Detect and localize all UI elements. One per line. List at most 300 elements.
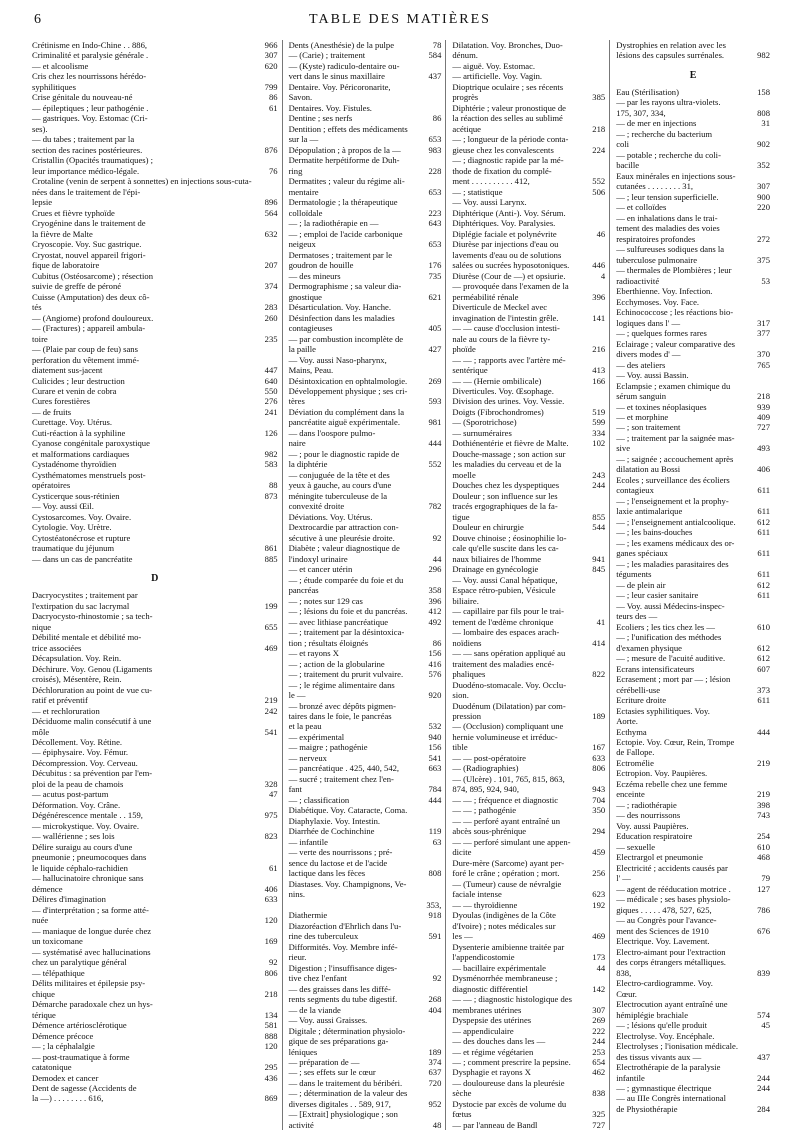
entry-text: Dyspepsie des utérines bbox=[452, 1015, 532, 1026]
entry-text: léniques bbox=[288, 1046, 318, 1057]
index-entry bbox=[616, 307, 770, 317]
entry-page: 374 bbox=[428, 1056, 442, 1067]
entry-text: vert dans le sinus maxillaire bbox=[288, 71, 385, 82]
entry-page: 176 bbox=[428, 260, 442, 271]
entry-text: — agent de rééducation motrice . bbox=[616, 883, 731, 894]
entry-page: 158 bbox=[757, 86, 770, 97]
index-entry bbox=[32, 155, 278, 165]
index-entry bbox=[32, 543, 278, 553]
entry-page: 823 bbox=[264, 831, 278, 842]
index-entry bbox=[289, 334, 442, 344]
entry-text: rents segments du tube digestif. bbox=[288, 994, 398, 1005]
index-entry bbox=[452, 1120, 605, 1130]
entry-page: 873 bbox=[264, 490, 278, 501]
index-entry bbox=[452, 659, 605, 669]
entry-page: 134 bbox=[264, 1009, 278, 1020]
entry-page: 676 bbox=[757, 925, 770, 936]
entry-text: l'indoxyl urinaire bbox=[288, 553, 348, 564]
index-entry bbox=[289, 711, 442, 721]
entry-page: 920 bbox=[428, 690, 442, 701]
entry-text: Crotaline (venin de serpent à sonnettes) en injections sous-cuta- bbox=[32, 176, 252, 187]
entry-text: la réaction des selles au sublimé bbox=[452, 113, 563, 124]
entry-text: — potable ; recherche du coli- bbox=[616, 149, 721, 160]
entry-text: — ; ses effets sur le cœur bbox=[288, 1067, 376, 1078]
index-entry bbox=[616, 674, 770, 684]
entry-text: téguments bbox=[616, 569, 652, 580]
index-entry bbox=[32, 747, 278, 757]
entry-page: 44 bbox=[432, 553, 442, 564]
entry-text: — ; détermination de la valeur des bbox=[288, 1088, 408, 1099]
entry-text: invagination de l'intestin grêle. bbox=[452, 312, 559, 323]
entry-text: — dans le traitement du béribéri. bbox=[288, 1077, 403, 1088]
index-entry bbox=[616, 685, 770, 695]
entry-text: Electrolyses ; l'ionisation médicale. bbox=[616, 1041, 739, 1052]
entry-text: — épileptiques ; leur pathogénie . bbox=[32, 102, 149, 113]
index-entry bbox=[289, 564, 442, 574]
index-entry bbox=[616, 139, 770, 149]
entry-text: — ; traitement par la saignée mas- bbox=[616, 432, 735, 443]
index-entry bbox=[616, 360, 770, 370]
entry-page: 218 bbox=[757, 391, 770, 402]
index-entry bbox=[616, 1010, 770, 1020]
index-entry bbox=[616, 905, 770, 915]
entry-text: Eaux minérales en injections sous- bbox=[616, 170, 736, 181]
index-entry bbox=[289, 1026, 442, 1036]
index-entry bbox=[289, 417, 442, 427]
entry-page: 888 bbox=[264, 1030, 278, 1041]
index-entry bbox=[616, 213, 770, 223]
index-column bbox=[452, 40, 610, 1130]
entry-page: 169 bbox=[264, 936, 278, 947]
entry-page: 620 bbox=[264, 60, 278, 71]
entry-text: méningite tuberculeuse de la bbox=[288, 490, 388, 501]
index-entry bbox=[452, 365, 605, 375]
entry-text: Diazoréaction d'Ehrlich dans l'u- bbox=[288, 920, 402, 931]
index-entry bbox=[289, 438, 442, 448]
index-entry bbox=[616, 842, 770, 852]
entry-text: mentaire bbox=[288, 186, 319, 197]
entry-text: syphilitiques bbox=[32, 81, 76, 92]
index-entry bbox=[452, 533, 605, 543]
index-entry bbox=[616, 87, 770, 97]
entry-text: Crise génitale du nouveau-né bbox=[32, 92, 133, 103]
entry-text: trice associées bbox=[32, 642, 82, 653]
index-entry bbox=[616, 758, 770, 768]
entry-page: 633 bbox=[264, 894, 278, 905]
index-entry bbox=[32, 842, 278, 852]
index-entry bbox=[616, 789, 770, 799]
entry-text: — — (Hernie ombilicale) bbox=[452, 375, 542, 386]
index-entry bbox=[289, 606, 442, 616]
entry-text: — de plein air bbox=[616, 579, 666, 590]
entry-text: 838, bbox=[616, 967, 632, 978]
entry-text: — ; son traitement bbox=[616, 422, 681, 433]
index-entry bbox=[32, 522, 278, 532]
index-entry bbox=[32, 727, 278, 737]
index-entry bbox=[452, 1078, 605, 1088]
entry-text: — — thyroïdienne bbox=[452, 899, 518, 910]
entry-page: 156 bbox=[428, 648, 442, 659]
entry-page: 493 bbox=[757, 443, 770, 454]
index-entry bbox=[32, 789, 278, 799]
entry-text: nuée bbox=[32, 915, 49, 926]
entry-page: 653 bbox=[428, 186, 442, 197]
entry-text: des tissus vivants aux — bbox=[616, 1051, 702, 1062]
entry-text: — ; leur casier sanitaire bbox=[616, 590, 699, 601]
index-entry bbox=[616, 244, 770, 254]
index-entry bbox=[289, 396, 442, 406]
entry-page: 404 bbox=[428, 1004, 442, 1015]
index-entry bbox=[452, 1109, 605, 1119]
index-entry bbox=[289, 145, 442, 155]
index-entry bbox=[289, 889, 442, 899]
entry-page: 119 bbox=[428, 826, 442, 837]
entry-page: 806 bbox=[264, 967, 278, 978]
index-entry bbox=[32, 685, 278, 695]
entry-page: 952 bbox=[428, 1098, 442, 1109]
entry-text: perforation du vêtement immé- bbox=[32, 354, 140, 365]
entry-page: 216 bbox=[592, 344, 606, 355]
entry-page: 607 bbox=[757, 663, 770, 674]
entry-text: Cristallin (Opacités traumatiques) ; bbox=[32, 155, 153, 166]
entry-text: foré le crâne ; opération ; mort. bbox=[452, 868, 560, 879]
entry-page: 552 bbox=[428, 459, 442, 470]
entry-text: Décubitus : sa prévention par l'em- bbox=[32, 768, 153, 779]
entry-text: Digestion ; l'insuffisance diges- bbox=[288, 962, 398, 973]
entry-text: rine des tuberculeux bbox=[288, 931, 359, 942]
entry-text: cutanées . . . . . . . . 31, bbox=[616, 181, 694, 192]
index-entry bbox=[289, 208, 442, 218]
entry-text: Echinococcose ; les réactions bio- bbox=[616, 307, 734, 318]
entry-page: 576 bbox=[428, 669, 442, 680]
entry-text: Dermographisme ; sa valeur dia- bbox=[288, 281, 402, 292]
index-entry bbox=[616, 433, 770, 443]
entry-text: — ; la radiothérapie en — bbox=[288, 218, 379, 229]
index-entry bbox=[616, 265, 770, 275]
entry-page: 406 bbox=[264, 883, 278, 894]
entry-text: pancréatite aiguë expérimentale. bbox=[288, 417, 400, 428]
entry-page: 532 bbox=[428, 721, 442, 732]
entry-page: 358 bbox=[428, 585, 442, 596]
entry-page: 244 bbox=[757, 1082, 770, 1093]
index-entry bbox=[452, 218, 605, 228]
index-entry bbox=[616, 485, 770, 495]
index-entry bbox=[452, 931, 605, 941]
entry-page: 398 bbox=[757, 799, 770, 810]
index-entry bbox=[32, 386, 278, 396]
entry-text: gique de ses préparations ga- bbox=[288, 1036, 389, 1047]
entry-text: Cryogénine dans le traitement de bbox=[32, 218, 146, 229]
index-entry bbox=[289, 931, 442, 941]
index-entry bbox=[616, 884, 770, 894]
entry-text: gieuse chez les convalescents bbox=[452, 144, 554, 155]
entry-page: 199 bbox=[264, 600, 278, 611]
entry-page: 623 bbox=[592, 889, 606, 900]
entry-text: Dacryocysto-rhinostomie ; sa tech- bbox=[32, 611, 153, 622]
entry-text: Décollement. Voy. Rétine. bbox=[32, 737, 123, 747]
index-entry bbox=[616, 1041, 770, 1051]
entry-text: — ; le régime alimentaire dans bbox=[288, 679, 395, 690]
entry-text: — maniaque de longue durée chez bbox=[32, 925, 152, 936]
index-entry bbox=[452, 1005, 605, 1015]
index-entry bbox=[452, 491, 605, 501]
entry-text: leur importance médico-légale. bbox=[32, 165, 140, 176]
entry-page: 982 bbox=[757, 50, 770, 61]
entry-text: Dysménorrhée membraneuse ; bbox=[452, 973, 558, 984]
index-entry bbox=[289, 124, 442, 134]
index-entry bbox=[616, 506, 770, 516]
entry-text: — — ; fréquence et diagnostic bbox=[452, 794, 559, 805]
entry-page: 806 bbox=[592, 763, 606, 774]
entry-text: Cœur. bbox=[616, 988, 637, 999]
entry-text: — ; diagnostic rapide par la mé- bbox=[452, 155, 564, 166]
index-entry bbox=[289, 721, 442, 731]
index-entry bbox=[32, 653, 278, 663]
entry-text: Diathermie bbox=[288, 910, 328, 921]
entry-text: — ; classification bbox=[288, 794, 350, 805]
index-entry bbox=[32, 926, 278, 936]
entry-text: tible bbox=[452, 742, 468, 753]
entry-page: 633 bbox=[592, 752, 606, 763]
entry-text: Ectropion. Voy. Paupières. bbox=[616, 768, 708, 779]
index-entry bbox=[289, 313, 442, 323]
entry-text: tigue bbox=[452, 511, 470, 522]
index-entry bbox=[32, 989, 278, 999]
entry-page: 4 bbox=[600, 270, 606, 281]
entry-page: 375 bbox=[757, 254, 770, 265]
entry-text: tion ; résultats éloignés bbox=[288, 637, 369, 648]
entry-text: Cures forestières bbox=[32, 396, 90, 407]
index-entry bbox=[452, 376, 605, 386]
entry-text: d'examen physique bbox=[616, 642, 682, 653]
index-entry bbox=[32, 664, 278, 674]
entry-text: neigeux bbox=[288, 239, 316, 250]
index-entry bbox=[452, 103, 605, 113]
entry-text: — et cancer utérin bbox=[288, 564, 353, 575]
index-entry bbox=[32, 622, 278, 632]
entry-text: naux biliaires de l'homme bbox=[452, 553, 542, 564]
entry-text: Diurèse (Cour de —) et opsiurie. bbox=[452, 270, 566, 281]
index-entry bbox=[289, 617, 442, 627]
entry-text: — ; statistique bbox=[452, 186, 503, 197]
index-entry bbox=[452, 889, 605, 899]
index-entry bbox=[32, 491, 278, 501]
entry-text: — aiguë. Voy. Estomac. bbox=[452, 60, 536, 71]
entry-text: Dermatites ; valeur du régime ali- bbox=[288, 176, 405, 187]
entry-text: — appendiculaire bbox=[452, 1025, 514, 1036]
entry-page: 76 bbox=[268, 165, 278, 176]
entry-text: ring bbox=[288, 165, 303, 176]
entry-text: Dégénérescence mentale . . 159, bbox=[32, 810, 143, 821]
entry-page: 294 bbox=[592, 826, 606, 837]
entry-text: Voy. aussi Paupières. bbox=[616, 820, 689, 831]
entry-page: 876 bbox=[264, 144, 278, 155]
entry-page: 610 bbox=[757, 841, 770, 852]
index-entry bbox=[452, 753, 605, 763]
entry-text: Cysticerque sous-rétinien bbox=[32, 490, 120, 501]
index-entry bbox=[32, 176, 278, 186]
index-entry bbox=[32, 1052, 278, 1062]
entry-text: Désinfection dans les maladies bbox=[288, 312, 395, 323]
entry-page: 269 bbox=[592, 1015, 606, 1026]
entry-page: 765 bbox=[757, 359, 770, 370]
entry-text: térique bbox=[32, 1009, 56, 1020]
entry-text: de Fallope. bbox=[616, 747, 655, 758]
entry-text: Décapsulation. Voy. Rein. bbox=[32, 653, 122, 664]
entry-page: 975 bbox=[264, 810, 278, 821]
entry-text: lavements d'eau ou de solutions bbox=[452, 249, 562, 260]
entry-text: — Voy. aussi Graisses. bbox=[288, 1015, 368, 1026]
index-entry bbox=[289, 292, 442, 302]
index-entry bbox=[32, 239, 278, 249]
index-entry bbox=[289, 952, 442, 962]
entry-text: Ecchymoses. Voy. Face. bbox=[616, 296, 700, 307]
index-entry bbox=[289, 197, 442, 207]
entry-page: 47 bbox=[268, 789, 278, 800]
index-entry bbox=[289, 218, 442, 228]
entry-text: — ; traitement par la désintoxica- bbox=[288, 627, 405, 638]
entry-text: — au IIIe Congrès international bbox=[616, 1093, 726, 1104]
index-entry bbox=[452, 522, 605, 532]
index-entry bbox=[616, 873, 770, 883]
entry-text: — ; emploi de l'acide carbonique bbox=[288, 228, 403, 239]
index-entry bbox=[289, 344, 442, 354]
index-entry bbox=[289, 837, 442, 847]
entry-page: 900 bbox=[757, 191, 770, 202]
index-entry bbox=[452, 407, 605, 417]
index-entry bbox=[32, 313, 278, 323]
index-entry bbox=[452, 868, 605, 878]
entry-page: 352 bbox=[757, 160, 770, 171]
entry-page: 218 bbox=[264, 988, 278, 999]
entry-page: 219 bbox=[757, 757, 770, 768]
entry-page: 86 bbox=[432, 113, 442, 124]
entry-page: 593 bbox=[428, 396, 442, 407]
entry-text: — et alcoolisme bbox=[32, 60, 89, 71]
entry-text: pneumonie ; pneumocoques dans bbox=[32, 852, 147, 863]
entry-text: — artificielle. Voy. Vagin. bbox=[452, 71, 543, 82]
entry-text: thode de fixation du complé- bbox=[452, 165, 552, 176]
index-entry bbox=[616, 926, 770, 936]
entry-text: — ; les examens médicaux des or- bbox=[616, 537, 735, 548]
index-entry bbox=[289, 543, 442, 553]
index-entry bbox=[452, 176, 605, 186]
index-entry bbox=[452, 617, 605, 627]
entry-page: 241 bbox=[264, 406, 278, 417]
index-entry bbox=[32, 218, 278, 228]
entry-page: 564 bbox=[264, 207, 278, 218]
entry-text: — des graisses dans les diffé- bbox=[288, 983, 391, 994]
entry-text: les — bbox=[452, 931, 473, 942]
index-entry bbox=[616, 706, 770, 716]
entry-text: Drainage en gynécologie bbox=[452, 564, 539, 575]
entry-page: 550 bbox=[264, 385, 278, 396]
entry-page: 506 bbox=[592, 186, 606, 197]
entry-page: 808 bbox=[757, 107, 770, 118]
index-entry bbox=[616, 695, 770, 705]
index-entry bbox=[32, 894, 278, 904]
entry-page: 409 bbox=[757, 411, 770, 422]
entry-text: Diverticule de Meckel avec bbox=[452, 302, 548, 313]
entry-text: Dents (Anesthésie) de la pulpe bbox=[288, 40, 395, 50]
index-entry bbox=[452, 837, 605, 847]
entry-text: — et rayons X bbox=[288, 648, 339, 659]
entry-text: — dans un cas de pancréatite bbox=[32, 553, 133, 564]
entry-text: — thermales de Plombières ; leur bbox=[616, 265, 732, 276]
entry-text: Diphtérique (Anti-). Voy. Sérum. bbox=[452, 207, 566, 218]
entry-page: 120 bbox=[264, 915, 278, 926]
entry-text: — conjuguée de la tête et des bbox=[288, 469, 390, 480]
index-entry bbox=[32, 810, 278, 820]
index-entry bbox=[289, 627, 442, 637]
entry-text: — Voy. aussi Bassin. bbox=[616, 370, 689, 381]
index-entry bbox=[32, 554, 278, 564]
index-entry bbox=[32, 302, 278, 312]
entry-text: — pancréatique . 425, 440, 542, bbox=[288, 763, 400, 774]
index-entry bbox=[616, 370, 770, 380]
entry-text: Désarticulation. Voy. Hanche. bbox=[288, 302, 392, 313]
index-entry bbox=[616, 391, 770, 401]
index-entry bbox=[289, 40, 442, 50]
index-entry bbox=[452, 1099, 605, 1109]
entry-page: 981 bbox=[428, 417, 442, 428]
index-entry bbox=[289, 900, 442, 921]
entry-text: perméabilité rénale bbox=[452, 291, 519, 302]
entry-text: — — post-opératoire bbox=[452, 752, 526, 763]
entry-text: — surnuméraires bbox=[452, 427, 512, 438]
entry-page: 173 bbox=[592, 952, 606, 963]
entry-page: 621 bbox=[428, 291, 442, 302]
index-entry bbox=[32, 449, 278, 459]
entry-page: 61 bbox=[268, 862, 278, 873]
index-entry bbox=[616, 1052, 770, 1062]
entry-text: tuberculose pulmonaire bbox=[616, 254, 698, 265]
entry-page: 295 bbox=[264, 1062, 278, 1073]
entry-text: — — cause d'occlusion intesti- bbox=[452, 323, 560, 334]
entry-text: Dothiénentérie et fièvre de Malte. bbox=[452, 438, 569, 449]
entry-text: Difformités. Voy. Membre infé- bbox=[288, 941, 398, 952]
index-entry bbox=[452, 208, 605, 218]
entry-text: — sexuelle bbox=[616, 841, 656, 852]
index-entry bbox=[616, 863, 770, 873]
index-entry bbox=[452, 784, 605, 794]
entry-page: 374 bbox=[264, 281, 278, 292]
index-entry bbox=[289, 281, 442, 291]
index-entry bbox=[289, 1088, 442, 1098]
entry-text: Désintoxication en ophtalmologie. bbox=[288, 375, 408, 386]
entry-page: 53 bbox=[761, 275, 770, 286]
entry-text: salées ou sucrées hyposotoniques. bbox=[452, 260, 570, 271]
entry-page: 276 bbox=[264, 396, 278, 407]
entry-text: contagieuses bbox=[288, 323, 333, 334]
index-entry bbox=[32, 92, 278, 102]
entry-text: — ; étude comparée du foie et du bbox=[288, 574, 404, 585]
entry-page: 377 bbox=[757, 328, 770, 339]
entry-page: 142 bbox=[592, 983, 606, 994]
entry-page: 167 bbox=[592, 742, 606, 753]
entry-text: — télépathique bbox=[32, 967, 85, 978]
index-entry bbox=[616, 1062, 770, 1072]
entry-text: Dermatite herpétiforme de Duh- bbox=[288, 155, 400, 166]
entry-text: Cuisse (Amputation) des deux cô- bbox=[32, 291, 150, 302]
index-entry bbox=[616, 800, 770, 810]
index-entry bbox=[289, 166, 442, 176]
index-entry bbox=[32, 512, 278, 522]
entry-page: 983 bbox=[428, 144, 442, 155]
entry-text: — ; traitement du prurit vulvaire. bbox=[288, 669, 404, 680]
entry-text: Dure-mère (Sarcome) ayant per- bbox=[452, 857, 565, 868]
index-entry bbox=[289, 480, 442, 490]
